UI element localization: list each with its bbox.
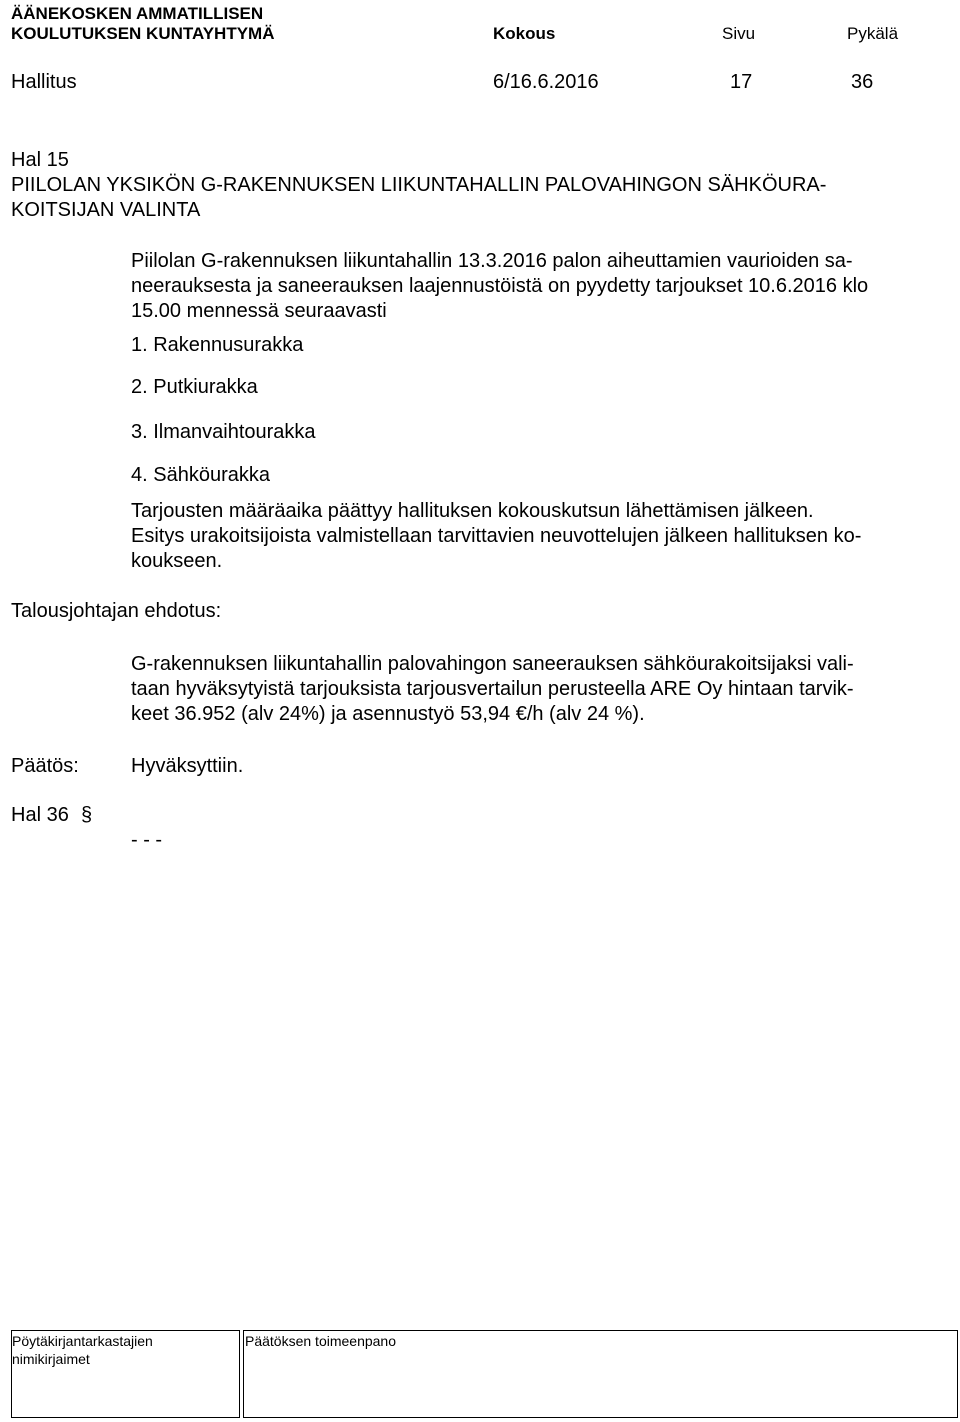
proposal-line: G-rakennuksen liikuntahallin palovahingon saneerauksen sähköurakoitsijaksi vali- <box>131 653 854 675</box>
contract-item: 3. Ilmanvaihtourakka <box>131 421 316 443</box>
execution-box <box>243 1330 958 1418</box>
section-end-dashes: - - - <box>131 829 163 851</box>
header-sivu: Sivu <box>722 24 756 43</box>
intro-paragraph <box>131 249 943 324</box>
section-number: 36 <box>851 71 874 93</box>
org-name-line1: ÄÄNEKOSKEN AMMATILLISEN <box>11 4 264 23</box>
org-name-line2: KOULUTUKSEN KUNTAYHTYMÄ <box>11 24 275 43</box>
meeting-date: 6/16.6.2016 <box>493 71 599 93</box>
initials-box <box>11 1330 240 1418</box>
item-number: Hal 15 <box>11 149 69 171</box>
notes-line: Tarjousten määräaika päättyy hallituksen kokouskutsun lähettämisen jälkeen. <box>131 500 814 522</box>
contract-item: 4. Sähköurakka <box>131 464 270 486</box>
proposal-paragraph <box>131 652 943 727</box>
intro-line: Piilolan G-rakennuksen liikuntahallin 13.3.2016 palon aiheuttamien vaurioiden sa- <box>131 250 853 272</box>
contract-item: 2. Putkiurakka <box>131 376 258 398</box>
notes-line: Esitys urakoitsijoista valmistellaan tarvittavien neuvottelujen jälkeen hallituksen ko- <box>131 525 862 547</box>
header-kokous: Kokous <box>493 24 556 43</box>
decision-label: Päätös: <box>11 755 79 777</box>
intro-line: neerauksesta ja saneerauksen laajennustöistä on pyydetty tarjoukset 10.6.2016 klo <box>131 275 869 297</box>
meeting-body: Hallitus <box>11 71 77 93</box>
intro-line: 15.00 mennessä seuraavasti <box>131 300 387 322</box>
item-title-line2: KOITSIJAN VALINTA <box>11 199 201 221</box>
page-number: 17 <box>730 71 753 93</box>
contract-item: 1. Rakennusurakka <box>131 334 304 356</box>
section-ref-label: Hal 36 <box>11 804 69 826</box>
proposal-label: Talousjohtajan ehdotus: <box>11 600 222 622</box>
initials-label-line1: Pöytäkirjantarkastajien <box>12 1333 153 1349</box>
header-pykala: Pykälä <box>847 24 899 43</box>
proposal-line: keet 36.952 (alv 24%) ja asennustyö 53,94 €/h (alv 24 %). <box>131 703 645 725</box>
proposal-line: taan hyväksytyistä tarjouksista tarjousvertailun perusteella ARE Oy hintaan tarvik- <box>131 678 854 700</box>
execution-label: Päätöksen toimeenpano <box>245 1333 396 1349</box>
notes-line: koukseen. <box>131 550 223 572</box>
initials-label-line2: nimikirjaimet <box>12 1351 90 1367</box>
paragraph-sign-icon: § <box>81 804 93 826</box>
item-title-line1: PIILOLAN YKSIKÖN G-RAKENNUKSEN LIIKUNTAHALLIN PALOVAHINGON SÄHKÖURA- <box>11 174 827 196</box>
decision-text: Hyväksyttiin. <box>131 755 244 777</box>
notes-paragraph <box>131 499 943 574</box>
